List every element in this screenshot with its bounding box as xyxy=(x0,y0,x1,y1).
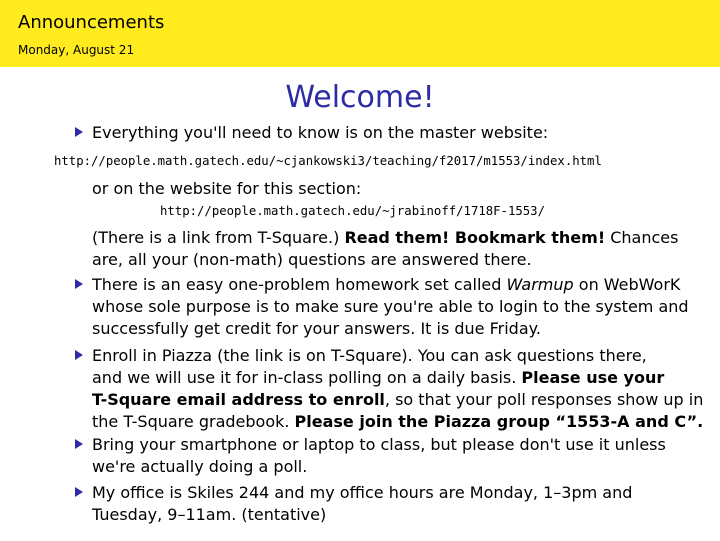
item2-line2: whose sole purpose is to make sure you're able to login to the system and xyxy=(92,297,689,316)
header-bar xyxy=(0,0,720,67)
item4-line2: we're actually doing a poll. xyxy=(92,457,308,476)
item3-bold-c: Please join the Piazza group “1553-A and C”. xyxy=(294,412,704,431)
item2-line1 xyxy=(92,275,680,294)
item4-line1: Bring your smartphone or laptop to class, but please don't use it unless xyxy=(92,435,666,454)
item5-line2: Tuesday, 9–11am. (tentative) xyxy=(92,505,327,524)
item1-bold: Read them! Bookmark them! xyxy=(344,228,606,247)
item1-line4: are, all your (non-math) questions are answered there. xyxy=(92,250,532,269)
triangle-bullet-icon xyxy=(75,439,83,449)
item1-text-b: Chances xyxy=(605,228,679,247)
item3-text-a: and we will use it for in-class polling on a daily basis. xyxy=(92,368,522,387)
item2-text-b: on WebWorK xyxy=(573,275,681,294)
item1-or: or on the website for this section: xyxy=(92,179,362,198)
item1-line3 xyxy=(92,228,678,247)
item5-line1: My office is Skiles 244 and my office hours are Monday, 1–3pm and xyxy=(92,483,633,502)
frame-title: Welcome! xyxy=(285,80,435,115)
item1-intro: Everything you'll need to know is on the master website: xyxy=(92,123,549,142)
triangle-bullet-icon xyxy=(75,127,83,137)
item3-text-b: , so that your poll responses show up in xyxy=(384,390,704,409)
item2-line3: successfully get credit for your answers. It is due Friday. xyxy=(92,319,541,338)
item3-line3 xyxy=(92,390,703,409)
item2-text-a: There is an easy one-problem homework set called xyxy=(92,275,507,294)
item3-line2 xyxy=(92,368,664,387)
item3-line4 xyxy=(92,412,703,431)
triangle-bullet-icon xyxy=(75,350,83,360)
section-subtitle: Monday, August 21 xyxy=(18,43,135,57)
item3-line1: Enroll in Piazza (the link is on T-Square). You can ask questions there, xyxy=(92,346,647,365)
item3-bold-b: T-Square email address to enroll xyxy=(92,390,385,409)
triangle-bullet-icon xyxy=(75,487,83,497)
master-website-link[interactable]: http://people.math.gatech.edu/~cjankowski3/teaching/f2017/m1553/index.html xyxy=(54,154,602,168)
section-title: Announcements xyxy=(18,12,165,33)
item1-text-a: (There is a link from T-Square.) xyxy=(92,228,345,247)
triangle-bullet-icon xyxy=(75,279,83,289)
item3-text-c: the T-Square gradebook. xyxy=(92,412,295,431)
warmup-term: Warmup xyxy=(506,275,574,294)
section-website-link[interactable]: http://people.math.gatech.edu/~jrabinoff/1718F-1553/ xyxy=(160,204,545,218)
item3-bold-a: Please use your xyxy=(521,368,665,387)
